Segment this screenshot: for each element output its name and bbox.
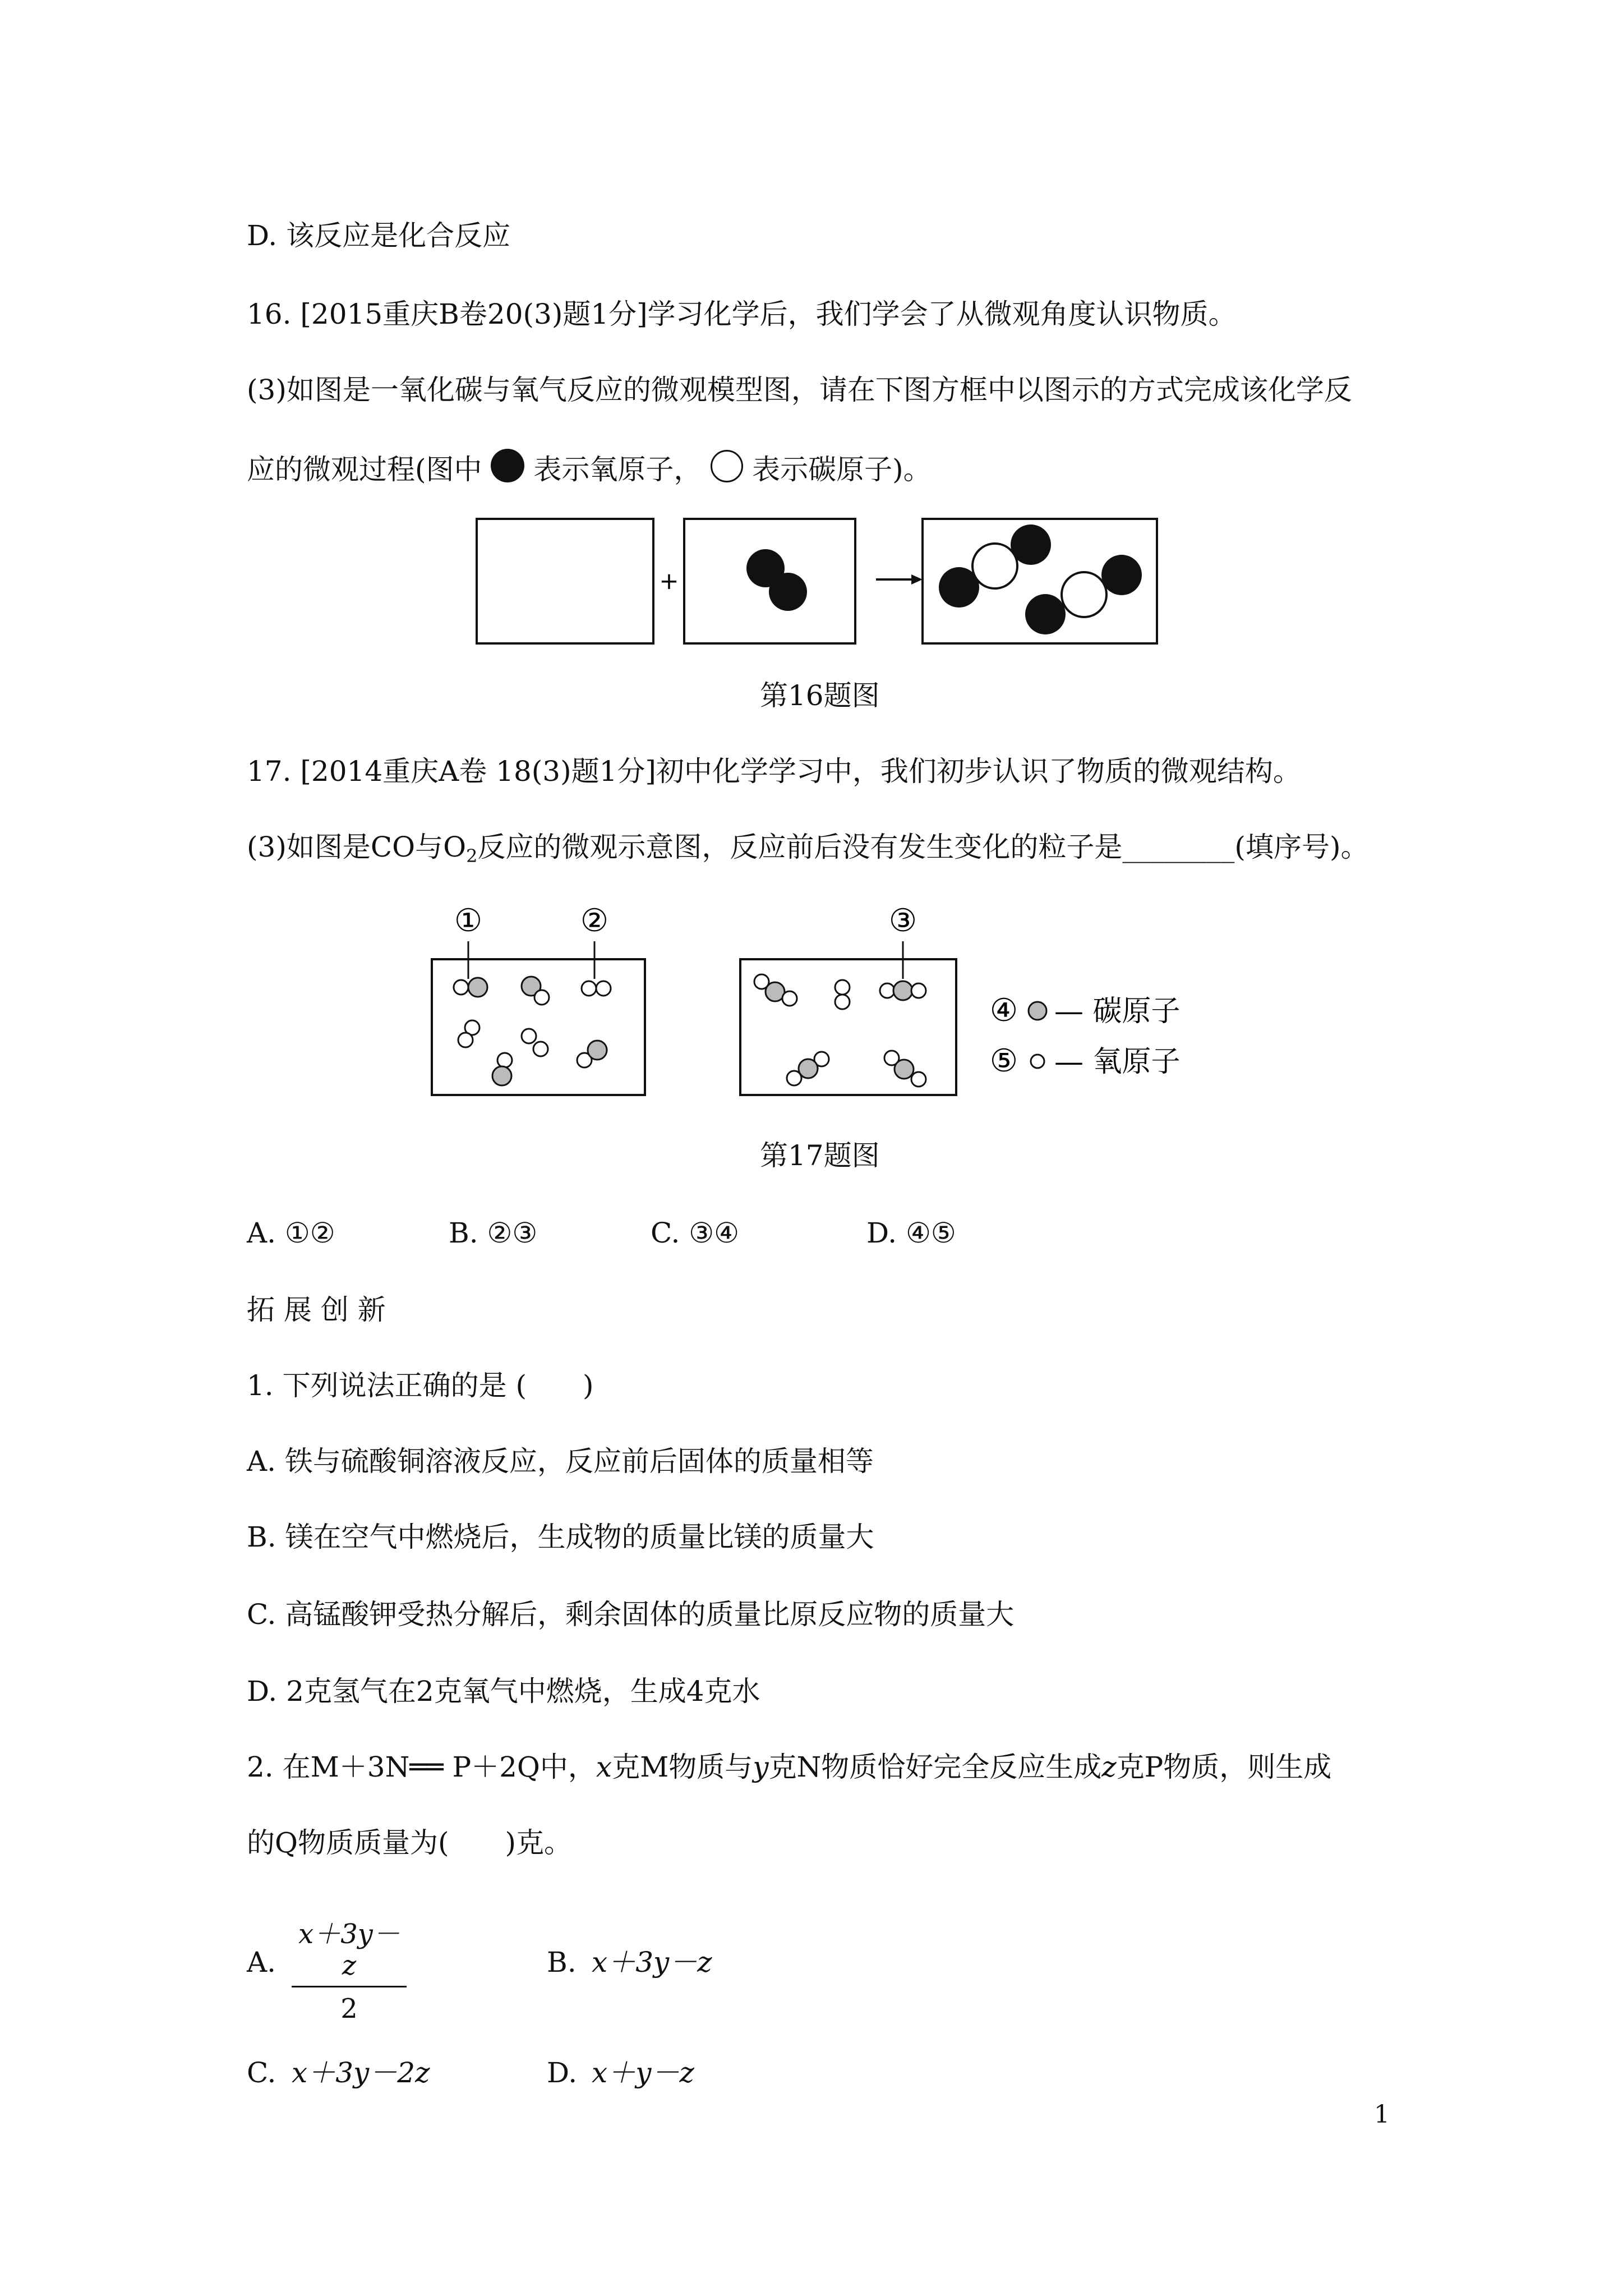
- q2-option-c-label[interactable]: C.: [247, 2056, 276, 2089]
- var-x: x: [596, 1751, 612, 1783]
- oxygen-atom-icon: [491, 449, 524, 482]
- label-2: ②: [580, 903, 609, 939]
- q1-option-a[interactable]: A. 铁与硫酸铜溶液反应，反应前后固体的质量相等: [247, 1445, 874, 1478]
- var-z: z: [1101, 1751, 1117, 1783]
- oxygen-atom: [582, 981, 596, 996]
- carbon-atom-icon: [711, 450, 743, 482]
- q2-option-b-expr: x＋3y－z: [592, 1946, 712, 1978]
- figure-16-caption: 第16题图: [760, 679, 880, 712]
- oxygen-atom: [522, 1029, 536, 1043]
- figure-17-caption: 第17题图: [760, 1139, 880, 1172]
- label-1: ①: [454, 903, 483, 939]
- oxygen-atom: [880, 983, 895, 998]
- oxygen-atom: [911, 983, 926, 998]
- oxygen-atom: [1025, 594, 1066, 634]
- label-3: ③: [888, 903, 917, 939]
- oxygen-atom: [769, 573, 807, 611]
- carbon-atom: [492, 1066, 511, 1085]
- oxygen-atom: [533, 1042, 548, 1056]
- line-text: 应的微观过程(图中: [247, 453, 482, 486]
- carbon-atom: [972, 544, 1017, 588]
- option-d-line: D. 该反应是化合反应: [247, 219, 511, 252]
- line-text: (3)如图是CO与O: [247, 831, 467, 863]
- q2-option-c-expr: x＋3y－2z: [292, 2056, 430, 2089]
- q2-option-b-label[interactable]: B.: [547, 1946, 577, 1978]
- q2-option-a-fraction: [292, 1918, 407, 2024]
- carbon-atom: [1062, 572, 1106, 617]
- oxygen-atom: [835, 980, 850, 995]
- line-text: 克N物质恰好完全反应生成: [768, 1751, 1102, 1783]
- question-2-line1: [247, 1750, 1331, 1784]
- line-text: 克M物质与: [612, 1751, 753, 1783]
- oxygen-atom: [1101, 555, 1142, 595]
- carbon-atom: [468, 978, 487, 997]
- question-2-line2: 的Q物质质量为( )克。: [247, 1826, 573, 1859]
- line-text: 反应的微观示意图，反应前后没有发生变化的粒子是________(填序号)。: [477, 831, 1369, 863]
- carbon-atom: [588, 1041, 607, 1060]
- q1-option-c[interactable]: C. 高锰酸钾受热分解后，剩余固体的质量比原反应物的质量大: [247, 1598, 1015, 1631]
- line-text: 2. 在M＋3N══ P＋2Q中，: [247, 1751, 596, 1783]
- oxygen-atom: [534, 990, 549, 1005]
- legend-carbon-atom: [1029, 1002, 1046, 1020]
- section-heading: 拓 展 创 新: [247, 1294, 386, 1326]
- q2-option-d-expr: x＋y－z: [592, 2056, 694, 2089]
- question-16-part3-line1: (3)如图是一氧化碳与氧气反应的微观模型图，请在下图方框中以图示的方式完成该化学反: [247, 374, 1352, 406]
- legend-oxygen-text: — 氧原子: [1054, 1045, 1181, 1079]
- q17-option-d[interactable]: D. ④⑤: [866, 1217, 956, 1249]
- oxygen-atom: [835, 995, 850, 1009]
- arrow-head: [911, 574, 923, 585]
- var-y: y: [753, 1751, 769, 1783]
- carbon-atom: [895, 1060, 914, 1079]
- oxygen-atom: [911, 1072, 926, 1087]
- carbon-atom: [893, 981, 912, 1000]
- plus-sign: +: [659, 567, 679, 595]
- oxygen-atom: [596, 981, 611, 996]
- page-number: 1: [1374, 2100, 1390, 2129]
- line-text: 克P物质，则生成: [1116, 1751, 1332, 1783]
- q2-option-a-label[interactable]: A.: [247, 1946, 276, 1978]
- question-17-header: 17. [2014重庆A卷 18(3)题1分]初中化学学习中，我们初步认识了物质的微观结构。: [247, 755, 1301, 788]
- empty-answer-box: [477, 519, 653, 643]
- question-1: 1. 下列说法正确的是 ( ): [247, 1369, 594, 1402]
- oxygen-atom: [782, 991, 797, 1006]
- question-17-part3: [247, 830, 1368, 873]
- question-16-part3-line2: [247, 449, 932, 486]
- question-16-header: 16. [2015重庆B卷20(3)题1分]学习化学后，我们学会了从微观角度认识物质。: [247, 298, 1237, 330]
- legend-label-5: ⑤: [989, 1043, 1018, 1079]
- q1-option-d[interactable]: D. 2克氢气在2克氧气中燃烧，生成4克水: [247, 1675, 760, 1708]
- q2-option-d-label[interactable]: D.: [547, 2056, 578, 2089]
- figure-17: [426, 898, 1223, 1111]
- oxygen-atom: [458, 1033, 473, 1047]
- q17-option-b[interactable]: B. ②③: [449, 1217, 538, 1249]
- legend-label-4: ④: [989, 992, 1018, 1029]
- q17-option-a[interactable]: A. ①②: [247, 1217, 335, 1249]
- line-text: 表示碳原子)。: [752, 453, 932, 486]
- line-text: 表示氧原子，: [533, 453, 702, 486]
- fraction-bar: [292, 1986, 407, 1987]
- q1-option-b[interactable]: B. 镁在空气中燃烧后，生成物的质量比镁的质量大: [247, 1521, 874, 1553]
- oxygen-atom: [787, 1071, 801, 1085]
- q17-option-c[interactable]: C. ③④: [651, 1217, 739, 1249]
- oxygen-atom: [454, 980, 468, 995]
- legend-oxygen-atom: [1031, 1055, 1044, 1068]
- figure-16: [477, 513, 1161, 648]
- fraction-numerator: x＋3y－z: [298, 1918, 400, 1981]
- subscript: 2: [466, 845, 478, 867]
- fraction-denominator: 2: [340, 1993, 358, 2024]
- oxygen-atom: [497, 1053, 512, 1068]
- legend-carbon-text: — 碳原子: [1054, 995, 1181, 1028]
